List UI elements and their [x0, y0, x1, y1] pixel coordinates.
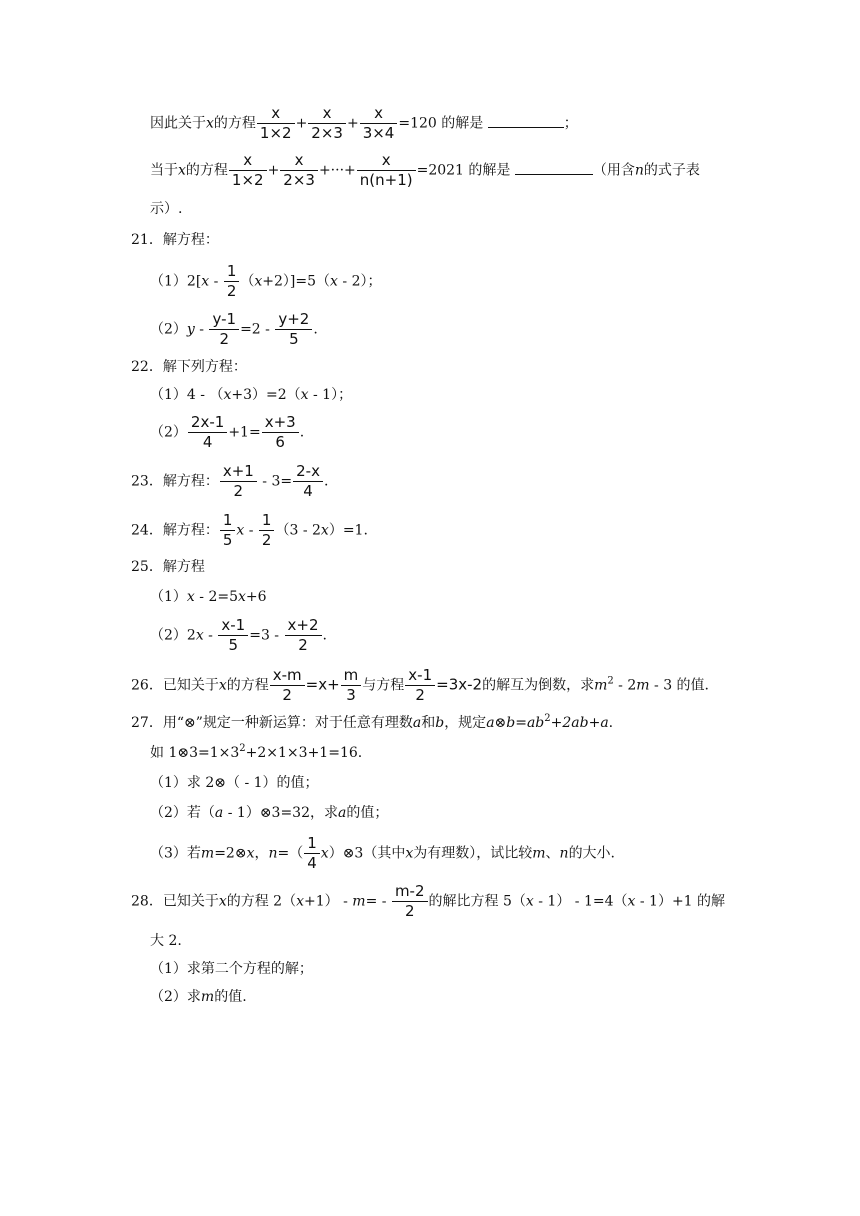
question-21-part-1: （1）2[x - $\frac{1}{2}$ （x+2）]=5（x - 2）； — [150, 262, 382, 300]
answer-blank[interactable] — [515, 174, 593, 175]
fraction-x-over-1x2: $\frac{x}{1\times 2}$ — [229, 153, 267, 188]
question-27-part-2: （2）若（a - 1）⊗3=32，求a的值； — [150, 805, 389, 821]
question-25-part-1: （1）x - 2=5x+6 — [150, 589, 267, 605]
fraction-x-over-2x3: $\frac{x}{2\times 3}$ — [280, 153, 318, 188]
answer-blank[interactable] — [488, 127, 564, 128]
question-27-part-1: （1）求 2⊗（ - 1）的值； — [150, 775, 319, 791]
fraction-x-minus-m-over-2: $\frac{x-m}{2}$ — [270, 668, 305, 703]
question-27-intro: 27．用“⊗”规定一种新运算：对于任意有理数a和b，规定$a\otimes b=ab^2+2ab+a$. — [131, 713, 614, 731]
question-24: 24．解方程： $\frac{1}{5}$ x - $\frac{1}{2}$ （3 - 2x）=1. — [131, 511, 368, 549]
question-25-title: 25．解方程 — [131, 559, 205, 575]
question-22-title: 22．解下列方程： — [131, 359, 247, 375]
question-28-line-1: 28．已知关于x的方程 2（x+1） - m= - $\frac{m-2}{2}$ 的解比方程 5（x - 1） - 1=4（x - 1）+1 的解 — [131, 882, 726, 920]
question-28-part-1: （1）求第二个方程的解； — [150, 961, 313, 977]
question-22-part-2: （2） $\frac{2x-1}{4}$ +1= $\frac{x+3}{6}$ . — [150, 413, 305, 451]
fraction-x-over-1x2: $\frac{x}{1\times 2}$ — [257, 106, 295, 141]
question-28-line-2: 大 2. — [150, 933, 182, 949]
fraction-1-over-4: $\frac{1}{4}$ — [304, 836, 320, 871]
question-27-example: 如 $1\otimes 3=1\times 3^2+2\times 1\times 3+1=16$. — [150, 743, 363, 761]
fraction-x-minus-1-over-2: $\frac{x-1}{2}$ — [405, 668, 435, 703]
fraction-x-plus-1-over-2: $\frac{x+1}{2}$ — [220, 464, 257, 499]
fraction-x-over-3x4: $\frac{x}{3\times 4}$ — [360, 106, 398, 141]
fraction-1-over-2: $\frac{1}{2}$ — [259, 513, 275, 548]
fraction-1-over-5: $\frac{1}{5}$ — [220, 513, 236, 548]
fraction-2-minus-x-over-4: $\frac{2-x}{4}$ — [293, 464, 323, 499]
fraction-x-minus-1-over-5: $\frac{x-1}{5}$ — [218, 618, 248, 653]
fraction-m-minus-2-over-2: $\frac{m-2}{2}$ — [392, 884, 428, 919]
question-21-title: 21．解方程： — [131, 232, 219, 248]
question-21-part-2: （2）y - $\frac{y-1}{2}$ =2 - $\frac{y+2}{5}$ . — [150, 310, 318, 348]
intro-line-2: 当于x的方程 $\frac{x}{1\times 2}$ + $\frac{x}{2\times 3}$ +···+ $\frac{x}{n(n+1)}$ =2021 的解是 （用含n的式子表 — [150, 151, 700, 189]
fraction-1-over-2: $\frac{1}{2}$ — [224, 264, 240, 299]
intro-line-1: 因此关于x的方程 $\frac{x}{1\times 2}$ + $\frac{x}{2\times 3}$ + $\frac{x}{3\times 4}$ =120 的解是 ； — [150, 104, 578, 142]
fraction-x-over-n-n-plus-1: $\frac{x}{n(n+1)}$ — [357, 153, 416, 188]
fraction-2x-minus-1-over-4: $\frac{2x-1}{4}$ — [188, 415, 227, 450]
fraction-y-minus-1-over-2: $\frac{y-1}{2}$ — [209, 312, 239, 347]
fraction-x-plus-2-over-2: $\frac{x+2}{2}$ — [285, 618, 322, 653]
fraction-x-plus-3-over-6: $\frac{x+3}{6}$ — [262, 415, 299, 450]
fraction-x-over-2x3: $\frac{x}{2\times 3}$ — [308, 106, 346, 141]
intro-line-3: 示）. — [150, 201, 183, 217]
fraction-m-over-3: $\frac{m}{3}$ — [341, 668, 362, 703]
question-25-part-2: （2）2x - $\frac{x-1}{5}$ =3 - $\frac{x+2}{2}$ . — [150, 616, 327, 654]
question-22-part-1: （1）4 - （x+3）=2（x - 1）； — [150, 387, 353, 403]
fraction-y-plus-2-over-5: $\frac{y+2}{5}$ — [275, 312, 312, 347]
question-26: 26．已知关于x的方程 $\frac{x-m}{2}$ =x+ $\frac{m}{3}$ 与方程 $\frac{x-1}{2}$ =3x-2的解互为倒数，求$m^2 - 2m - 3$ 的值. — [131, 666, 710, 704]
question-23: 23．解方程： $\frac{x+1}{2}$ - 3= $\frac{2-x}{4}$ . — [131, 462, 329, 500]
question-28-part-2: （2）求m的值. — [150, 989, 247, 1005]
question-27-part-3: （3）若m=2⊗x，n=（ $\frac{1}{4}$ x）⊗3（其中x为有理数），试比较m、n的大小. — [150, 834, 616, 872]
